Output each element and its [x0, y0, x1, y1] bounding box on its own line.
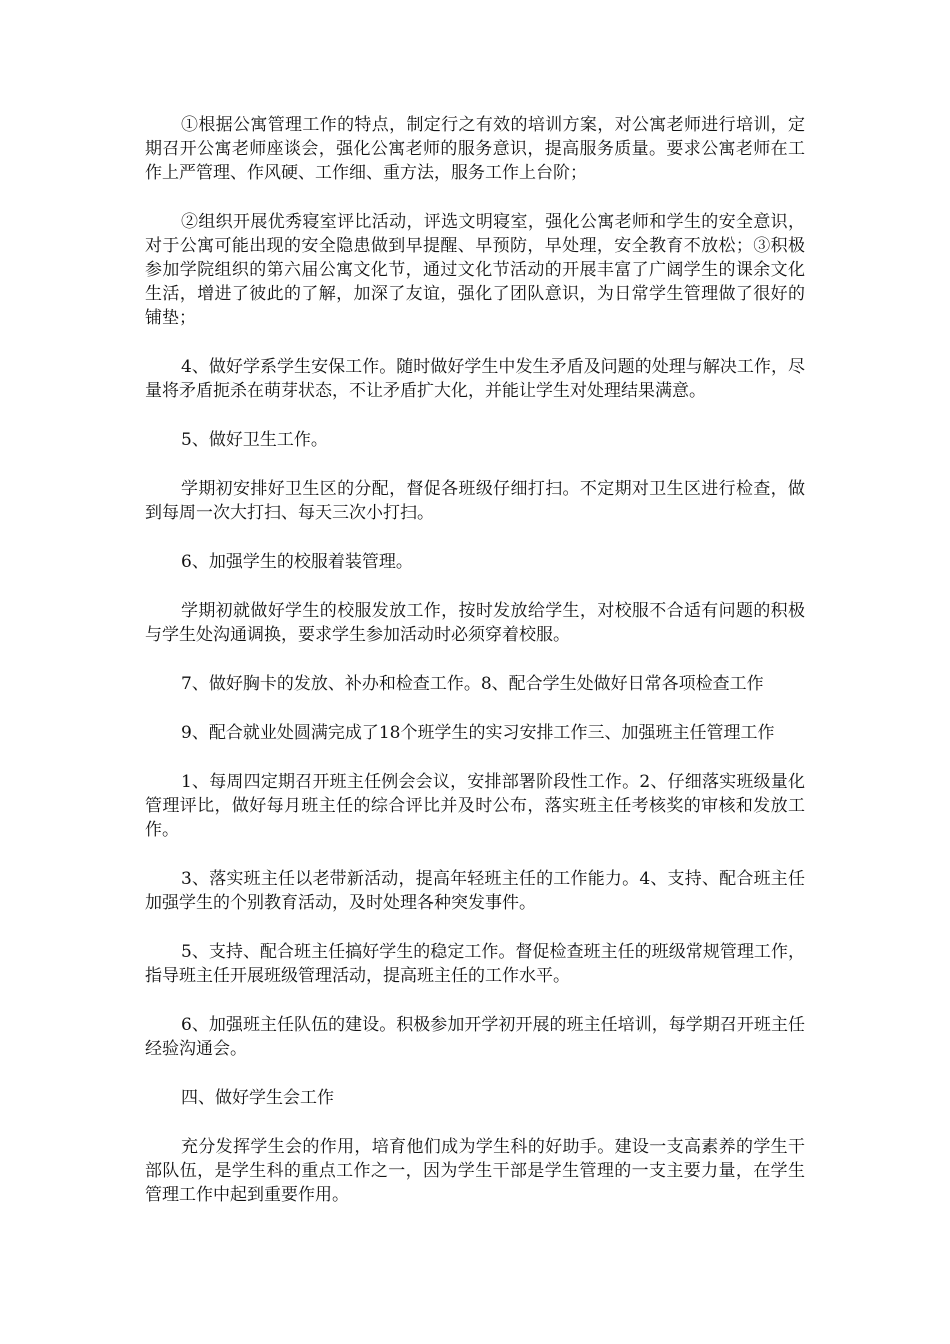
paragraph-team-building: 6、加强班主任队伍的建设。积极参加开学初开展的班主任培训，每学期召开班主任经验沟通会。 — [145, 1015, 805, 1059]
section-heading-student-union: 四、做好学生会工作 — [181, 1088, 334, 1108]
paragraph-dormitory-evaluation: ②组织开展优秀寝室评比活动，评选文明寝室，强化公寓老师和学生的安全意识，对于公寓可能出现的安全隐患做到早提醒、早预防，早处理，安全教育不放松；③积极参加学院组织的第六届公寓文化节，通过文化节活动的开展丰富了广阔学生的课余文化生活，增进了彼此的了解，加深了友谊，强化了团队意识，为日常学生管理做了很好的铺垫； — [145, 212, 805, 328]
paragraph-student-union: 充分发挥学生会的作用，培育他们成为学生科的好助手。建设一支高素养的学生干部队伍，是学生科的重点工作之一，因为学生干部是学生管理的一支主要力量，在学生管理工作中起到重要作用。 — [145, 1137, 805, 1205]
document-body — [145, 113, 805, 1232]
paragraph-class-teacher-meeting: 1、每周四定期召开班主任例会会议，安排部署阶段性工作。2、仔细落实班级量化管理评比，做好每月班主任的综合评比并及时公布，落实班主任考核奖的审核和发放工作。 — [145, 772, 805, 840]
paragraph-badge-inspection: 7、做好胸卡的发放、补办和检查工作。8、配合学生处做好日常各项检查工作 — [181, 674, 764, 694]
paragraph-security-work: 4、做好学系学生安保工作。随时做好学生中发生矛盾及问题的处理与解决工作，尽量将矛盾扼杀在萌芽状态，不让矛盾扩大化，并能让学生对处理结果满意。 — [145, 357, 805, 401]
paragraph-internship: 9、配合就业处圆满完成了18个班学生的实习安排工作三、加强班主任管理工作 — [181, 723, 775, 743]
paragraph-mentoring: 3、落实班主任以老带新活动，提高年轻班主任的工作能力。4、支持、配合班主任加强学生的个别教育活动，及时处理各种突发事件。 — [145, 869, 805, 913]
paragraph-stability: 5、支持、配合班主任搞好学生的稳定工作。督促检查班主任的班级常规管理工作，指导班主任开展班级管理活动，提高班主任的工作水平。 — [145, 942, 805, 986]
paragraph-dormitory-training: ①根据公寓管理工作的特点，制定行之有效的培训方案，对公寓老师进行培训，定期召开公寓老师座谈会，强化公寓老师的服务意识，提高服务质量。要求公寓老师在工作上严管理、作风硬、工作细、重方法，服务工作上台阶； — [145, 115, 805, 183]
paragraph-uniform-heading: 6、加强学生的校服着装管理。 — [181, 552, 413, 572]
paragraph-uniform-detail: 学期初就做好学生的校服发放工作，按时发放给学生，对校服不合适有问题的积极与学生处沟通调换，要求学生参加活动时必须穿着校服。 — [145, 601, 805, 645]
paragraph-hygiene-heading: 5、做好卫生工作。 — [181, 430, 328, 450]
paragraph-hygiene-detail: 学期初安排好卫生区的分配，督促各班级仔细打扫。不定期对卫生区进行检查，做到每周一次大打扫、每天三次小打扫。 — [145, 479, 805, 523]
